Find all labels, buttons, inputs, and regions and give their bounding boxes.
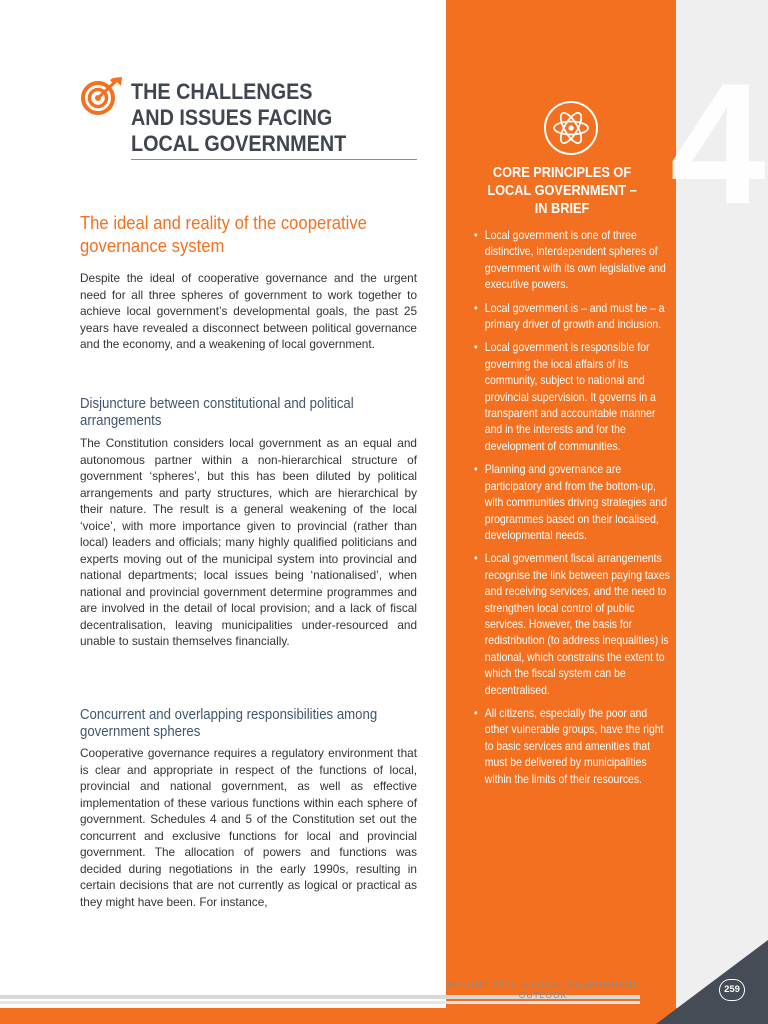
chapter-number: 4 <box>670 48 760 240</box>
footer-publication-title: BEYOND 2021: A LOCAL GOVERNMENT OUTLOOK <box>447 980 639 1000</box>
sidebar-title-line-1: CORE PRINCIPLES OF <box>492 165 632 181</box>
principle-item: • Local government is one of three distinctive, interdependent spheres of government with its own legislative and executive powers. <box>474 228 672 294</box>
principles-list <box>474 228 670 795</box>
principle-item: • All citizens, especially the poor and other vulnerable groups, have the right to basic services and amenities that must be delivered by municipalities within the limits of their resources. <box>474 706 672 788</box>
principle-item: • Local government is – and must be – a primary driver of growth and inclusion. <box>474 301 672 334</box>
title-line-1: THE CHALLENGES <box>131 79 313 104</box>
principle-item: • Local government fiscal arrangements recognise the link between paying taxes and receiving services, and the need to strengthen local control of public services. However, the basis for redistribution (to address inequalities) is national, which constrains the extent to which the fiscal system can be decentralised. <box>474 551 672 699</box>
page-number: 259 <box>719 979 745 1001</box>
section-heading: The ideal and reality of the cooperative governance system <box>80 212 367 256</box>
subsection-heading-disjuncture: Disjuncture between constitutional and political arrangements <box>80 395 354 429</box>
sidebar-title <box>474 164 650 218</box>
page-title <box>131 79 386 157</box>
title-line-3: LOCAL GOVERNMENT <box>131 131 347 156</box>
page-corner <box>656 940 768 1024</box>
intro-paragraph: Despite the ideal of cooperative governance and the urgent need for all three spheres of government to work together to achieve local government’s developmental goals, the past 25 years have revealed a disconnect between political governance and the economy, and a weakening of local government. <box>80 271 417 351</box>
subsection-heading-concurrent: Concurrent and overlapping responsibilities among government spheres <box>80 706 378 740</box>
atom-icon <box>543 100 599 156</box>
subsection-paragraph-concurrent: Cooperative governance requires a regulatory environment that is clear and appropriate in respect of the functions of local, provincial and national government, as well as effective implementation of these various functions within each sphere of government. Schedules 4 and 5 of the Constitution set out the concurrent and exclusive functions for local and provincial government. The allocation of powers and functions was decided during negotiations in the early 1990s, resulting in certain decisions that are not currently as logical or practical as they might have been. For instance, <box>80 746 417 909</box>
title-line-2: AND ISSUES FACING <box>131 105 333 130</box>
sidebar-title-line-3: IN BRIEF <box>534 201 590 217</box>
title-divider <box>131 159 417 160</box>
target-arrow-icon <box>80 76 124 116</box>
principle-item: • Local government is responsible for governing the local affairs of its community, subject to national and provincial supervision. It governs in a transparent and accountable manner and in the interests and for the development of communities. <box>474 340 672 455</box>
footer-bar <box>0 1008 768 1024</box>
subsection-paragraph-disjuncture: The Constitution considers local government as an equal and autonomous partner within a non-hierarchical structure of government ‘spheres’, but this has been diluted by political arrangements and party structures, which are hierarchical by their nature. The result is a general weakening of the local ‘voice’, with more importance given to provincial (rather than local) leaders and officials; many highly qualified politicians and experts moving out of the municipal system into provincial and national departments; local issues being ‘nationalised’, when national and provincial government determine programmes and are involved in the detail of local provision; and a lack of fiscal decentralisation, leaving municipalities under-resourced and unable to sustain themselves financially. <box>80 436 417 648</box>
footer-rule-secondary <box>0 1001 640 1004</box>
principle-item: • Planning and governance are participatory and from the bottom-up, with communities driving strategies and programmes based on their localised, developmental needs. <box>474 462 672 544</box>
sidebar-title-line-2: LOCAL GOVERNMENT – <box>487 183 637 199</box>
